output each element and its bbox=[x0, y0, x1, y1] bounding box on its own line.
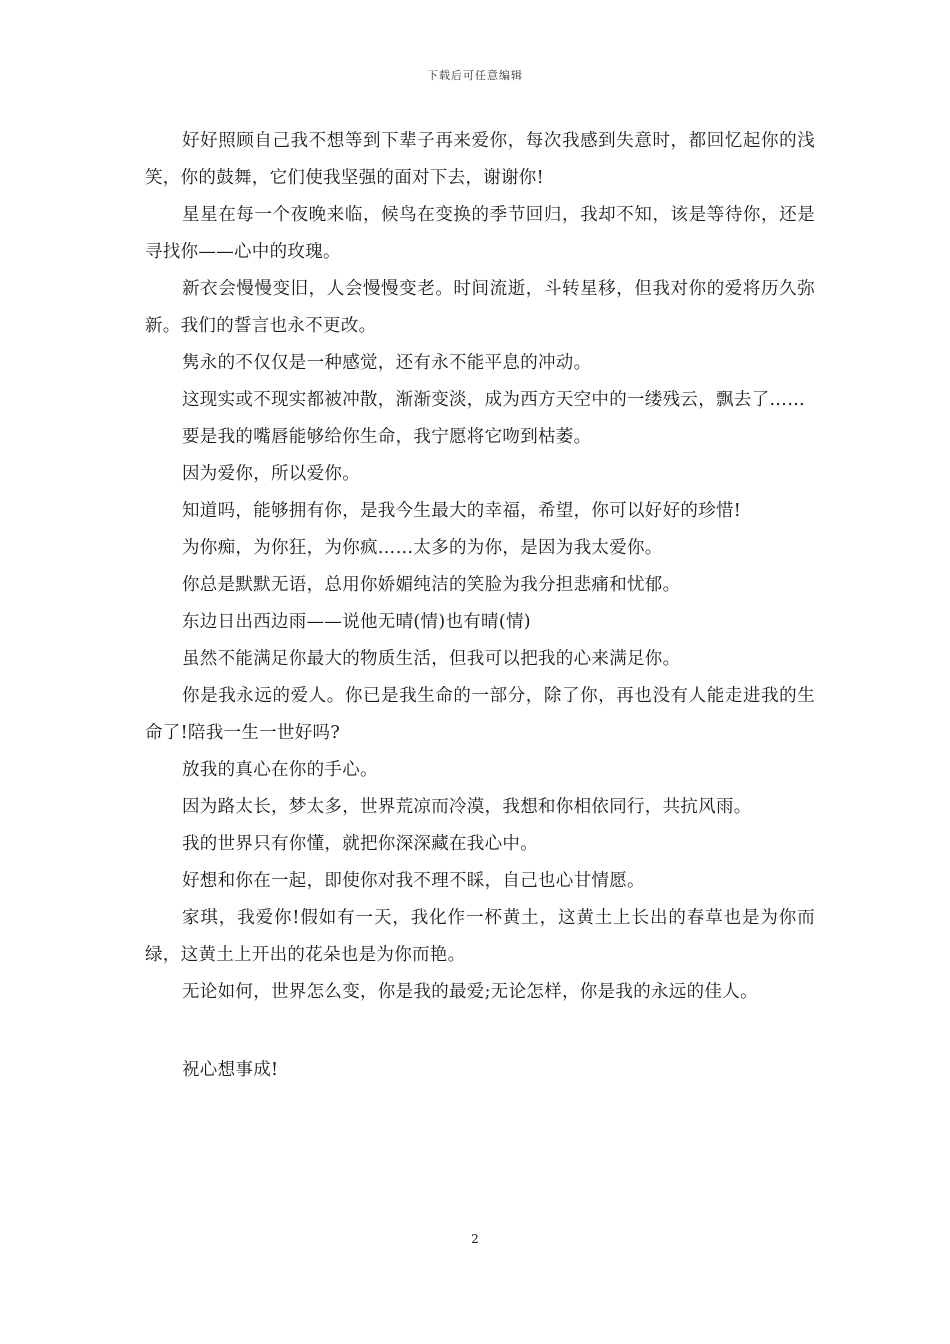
paragraph: 你总是默默无语，总用你娇媚纯洁的笑脸为我分担悲痛和忧郁。 bbox=[182, 575, 681, 595]
paragraph: 无论如何，世界怎么变，你是我的最爱;无论怎样，你是我的永远的佳人。 bbox=[182, 982, 758, 1002]
closing-line: 祝心想事成! bbox=[182, 1060, 279, 1080]
paragraph: 这现实或不现实都被冲散，渐渐变淡，成为西方天空中的一缕残云，飘去了…… bbox=[182, 390, 805, 410]
page-number: 2 bbox=[471, 1232, 479, 1246]
paragraph: 我的世界只有你懂，就把你深深藏在我心中。 bbox=[182, 834, 538, 854]
paragraph: 好想和你在一起，即使你对我不理不睬，自己也心甘情愿。 bbox=[182, 871, 645, 891]
blank-line bbox=[145, 1011, 815, 1052]
paragraph: 为你痴，为你狂，为你疯……太多的为你，是因为我太爱你。 bbox=[182, 538, 663, 558]
paragraph: 家琪，我爱你!假如有一天，我化作一杯黄土，这黄土上长出的春草也是为你而绿，这黄土上开出的花朵也是为你而艳。 bbox=[145, 908, 815, 965]
paragraph: 要是我的嘴唇能够给你生命，我宁愿将它吻到枯萎。 bbox=[182, 427, 592, 447]
paragraph: 因为爱你，所以爱你。 bbox=[182, 464, 360, 484]
paragraph: 东边日出西边雨——说他无晴(情)也有晴(情) bbox=[182, 612, 531, 632]
page-header: 下载后可任意编辑 bbox=[427, 69, 523, 82]
paragraph: 星星在每一个夜晚来临，候鸟在变换的季节回归，我却不知，该是等待你，还是寻找你——心中的玫瑰。 bbox=[145, 205, 815, 262]
paragraph: 隽永的不仅仅是一种感觉，还有永不能平息的冲动。 bbox=[182, 353, 592, 373]
document-body bbox=[145, 123, 815, 1089]
paragraph: 虽然不能满足你最大的物质生活，但我可以把我的心来满足你。 bbox=[182, 649, 681, 669]
paragraph: 你是我永远的爱人。你已是我生命的一部分，除了你，再也没有人能走进我的生命了!陪我一生一世好吗? bbox=[145, 686, 815, 743]
paragraph: 新衣会慢慢变旧，人会慢慢变老。时间流逝，斗转星移，但我对你的爱将历久弥新。我们的誓言也永不更改。 bbox=[145, 279, 815, 336]
paragraph: 知道吗，能够拥有你，是我今生最大的幸福，希望，你可以好好的珍惜! bbox=[182, 501, 742, 521]
paragraph: 因为路太长，梦太多，世界荒凉而冷漠，我想和你相依同行，共抗风雨。 bbox=[182, 797, 752, 817]
paragraph: 放我的真心在你的手心。 bbox=[182, 760, 378, 780]
paragraph: 好好照顾自己我不想等到下辈子再来爱你，每次我感到失意时，都回忆起你的浅笑，你的鼓舞，它们使我坚强的面对下去，谢谢你! bbox=[145, 131, 815, 188]
